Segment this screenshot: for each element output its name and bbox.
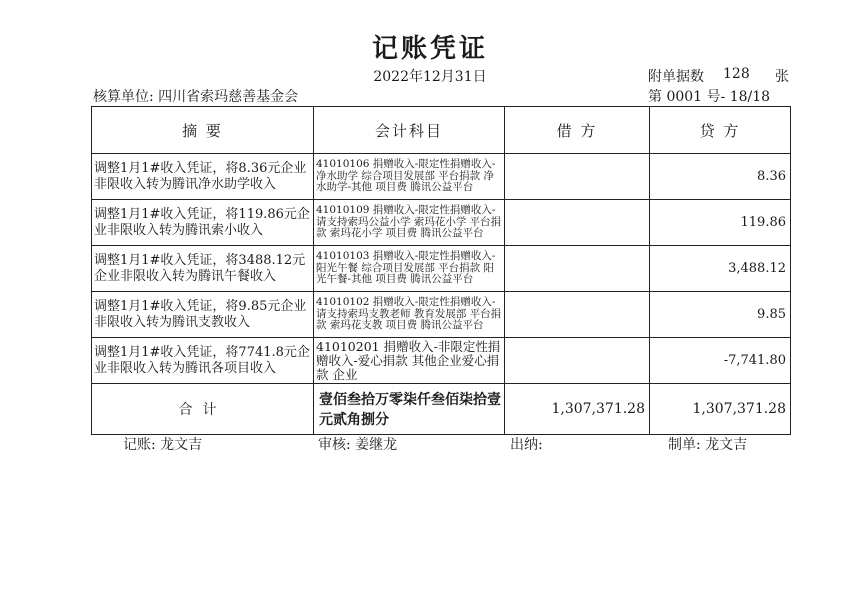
row-summary: 调整1月1#收入凭证，将3488.12元企业非限收入转为腾讯午餐收入 xyxy=(92,246,314,292)
row-debit xyxy=(505,292,650,338)
attachment-label: 附单据数 xyxy=(648,69,704,85)
row-credit: -7,741.80 xyxy=(650,338,791,384)
row-subject: 41010106 捐赠收入-限定性捐赠收入-净水助学 综合项目发展部 平台捐款 净水助学-其他 项目费 腾讯公益平台 xyxy=(314,154,505,200)
total-label: 合计 xyxy=(92,384,314,435)
table-row xyxy=(92,200,791,246)
row-subject: 41010109 捐赠收入-限定性捐赠收入-请支持索玛公益小学 索玛花小学 平台捐款 索玛花小学 项目费 腾讯公益平台 xyxy=(314,200,505,246)
reviewer-signature: 审核: 姜继龙 xyxy=(318,437,398,453)
attachment-count: 128 xyxy=(723,66,750,82)
row-debit xyxy=(505,338,650,384)
header-row xyxy=(92,107,791,154)
total-amount-words: 壹佰叁拾万零柒仟叁佰柒拾壹元贰角捌分 xyxy=(314,384,505,435)
col-debit: 借 方 xyxy=(505,107,650,154)
row-credit: 3,488.12 xyxy=(650,246,791,292)
voucher-number: 第 0001 号- 18/18 xyxy=(648,89,771,105)
total-row xyxy=(92,384,791,435)
table-row xyxy=(92,292,791,338)
voucher-date: 2022年12月31日 xyxy=(373,69,487,85)
table-row xyxy=(92,154,791,200)
bookkeeper-signature: 记账: 龙文吉 xyxy=(123,437,203,453)
row-credit: 9.85 xyxy=(650,292,791,338)
total-credit: 1,307,371.28 xyxy=(650,384,791,435)
row-summary: 调整1月1#收入凭证，将119.86元企业非限收入转为腾讯索小收入 xyxy=(92,200,314,246)
row-debit xyxy=(505,154,650,200)
accounting-unit: 核算单位: 四川省索玛慈善基金会 xyxy=(93,89,299,105)
voucher-table xyxy=(91,106,791,435)
row-summary: 调整1月1#收入凭证，将8.36元企业非限收入转为腾讯净水助学收入 xyxy=(92,154,314,200)
total-debit: 1,307,371.28 xyxy=(505,384,650,435)
col-subject: 会计科目 xyxy=(314,107,505,154)
attachment-unit: 张 xyxy=(775,69,789,85)
table-row xyxy=(92,338,791,384)
col-summary: 摘 要 xyxy=(92,107,314,154)
row-credit: 119.86 xyxy=(650,200,791,246)
cashier-signature: 出纳: xyxy=(510,437,543,453)
row-subject: 41010103 捐赠收入-限定性捐赠收入-阳光午餐 综合项目发展部 平台捐款 阳光午餐-其他 项目费 腾讯公益平台 xyxy=(314,246,505,292)
row-credit: 8.36 xyxy=(650,154,791,200)
row-subject: 41010102 捐赠收入-限定性捐赠收入-请支持索玛支教老师 教育发展部 平台捐款 索玛花支教 项目费 腾讯公益平台 xyxy=(314,292,505,338)
row-summary: 调整1月1#收入凭证，将7741.8元企业非限收入转为腾讯各项目收入 xyxy=(92,338,314,384)
voucher-title: 记账凭证 xyxy=(371,34,488,64)
table-row xyxy=(92,246,791,292)
col-credit: 贷 方 xyxy=(650,107,791,154)
row-debit xyxy=(505,200,650,246)
row-debit xyxy=(505,246,650,292)
row-subject: 41010201 捐赠收入-非限定性捐赠收入-爱心捐款 其他企业爱心捐款 企业 xyxy=(314,338,505,384)
preparer-signature: 制单: 龙文吉 xyxy=(668,437,748,453)
row-summary: 调整1月1#收入凭证，将9.85元企业非限收入转为腾讯支教收入 xyxy=(92,292,314,338)
